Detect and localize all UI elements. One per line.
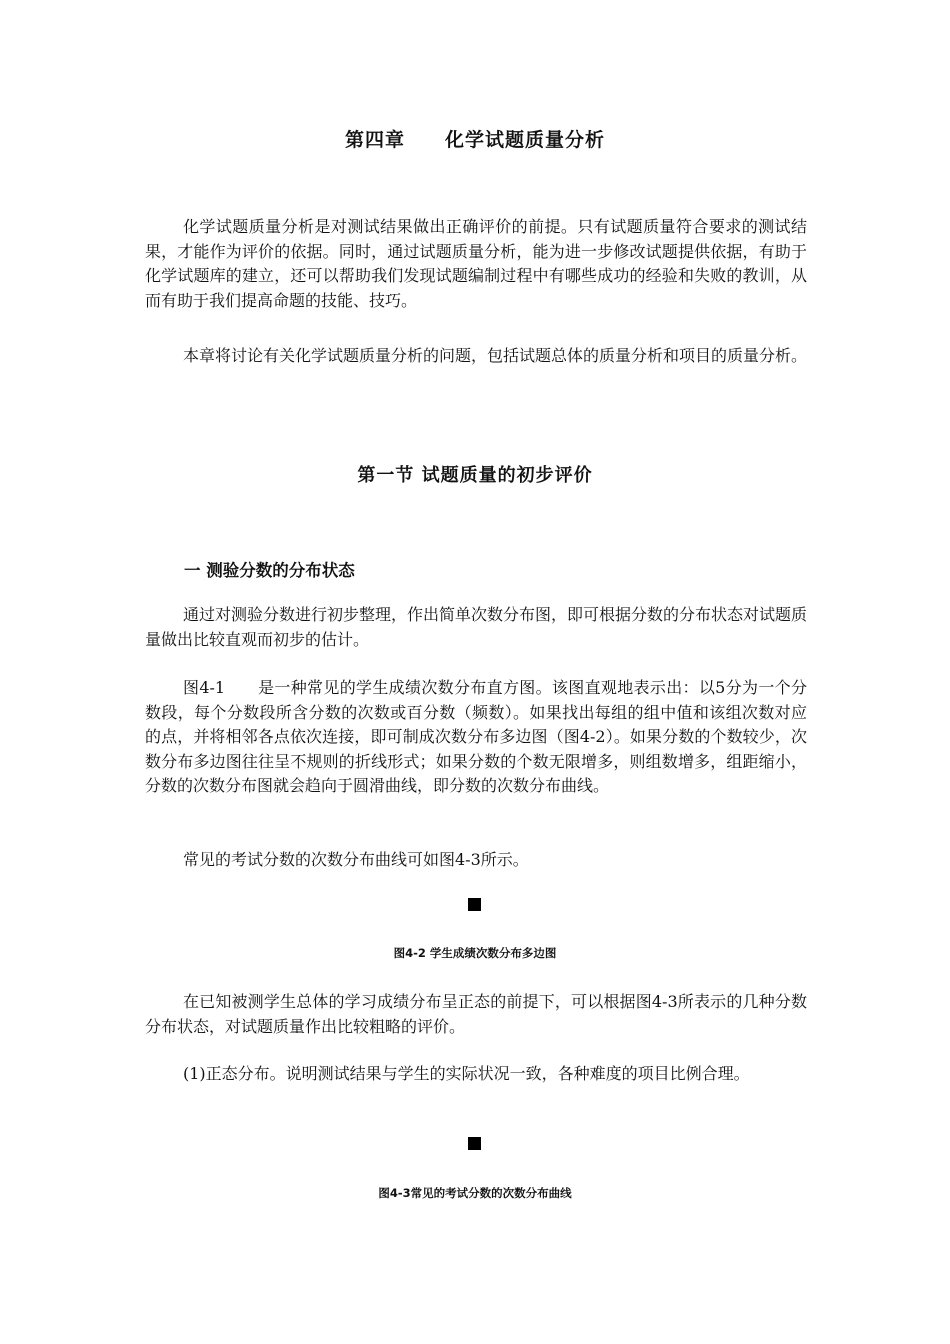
body-paragraph-5: (1)正态分布。说明测试结果与学生的实际状况一致，各种难度的项目比例合理。: [183, 1064, 750, 1083]
body-paragraph-4: 在已知被测学生总体的学习成绩分布呈正态的前提下，可以根据图4-3所表示的几种分数分布状态，对试题质量作出比较粗略的评价。: [145, 992, 807, 1036]
figure-4-3-caption: 图4-3常见的考试分数的次数分布曲线: [378, 1186, 572, 1200]
intro-paragraph-1: 化学试题质量分析是对测试结果做出正确评价的前提。只有试题质量符合要求的测试结果，才能作为评价的依据。同时，通过试题质量分析，能为进一步修改试题提供依据，有助于化学试题库的建立，还可以帮助我们发现试题编制过程中有哪些成功的经验和失败的教训，从而有助于我们提高命题的技能、技巧。: [145, 217, 807, 310]
figure-4-3-image: [468, 1137, 481, 1150]
body-paragraph-2: 图4-1 是一种常见的学生成绩次数分布直方图。该图直观地表示出：以5分为一个分数段，每个分数段所含分数的次数或百分数（频数）。如果找出每组的组中值和该组次数对应的点，并将相邻各点依次连接，即可制成次数分布多边图（图4-2）。如果分数的个数较少，次数分布多边图往往呈不规则的折线形式；如果分数的个数无限增多，则组数增多，组距缩小，分数的次数分布图就会趋向于圆滑曲线，即分数的次数分布曲线。: [145, 678, 807, 795]
body-paragraph-1: 通过对测验分数进行初步整理，作出简单次数分布图，即可根据分数的分布状态对试题质量做出比较直观而初步的估计。: [145, 605, 808, 649]
intro-paragraph-2: 本章将讨论有关化学试题质量分析的问题，包括试题总体的质量分析和项目的质量分析。: [183, 346, 808, 365]
section-title: 第一节 试题质量的初步评价: [357, 465, 593, 486]
subsection-title: 一 测验分数的分布状态: [184, 561, 355, 580]
figure-4-2-caption: 图4-2 学生成绩次数分布多边图: [393, 946, 557, 960]
chapter-title: 第四章 化学试题质量分析: [344, 129, 605, 151]
figure-4-2-image: [468, 898, 481, 911]
body-paragraph-3: 常见的考试分数的次数分布曲线可如图4-3所示。: [183, 850, 529, 869]
